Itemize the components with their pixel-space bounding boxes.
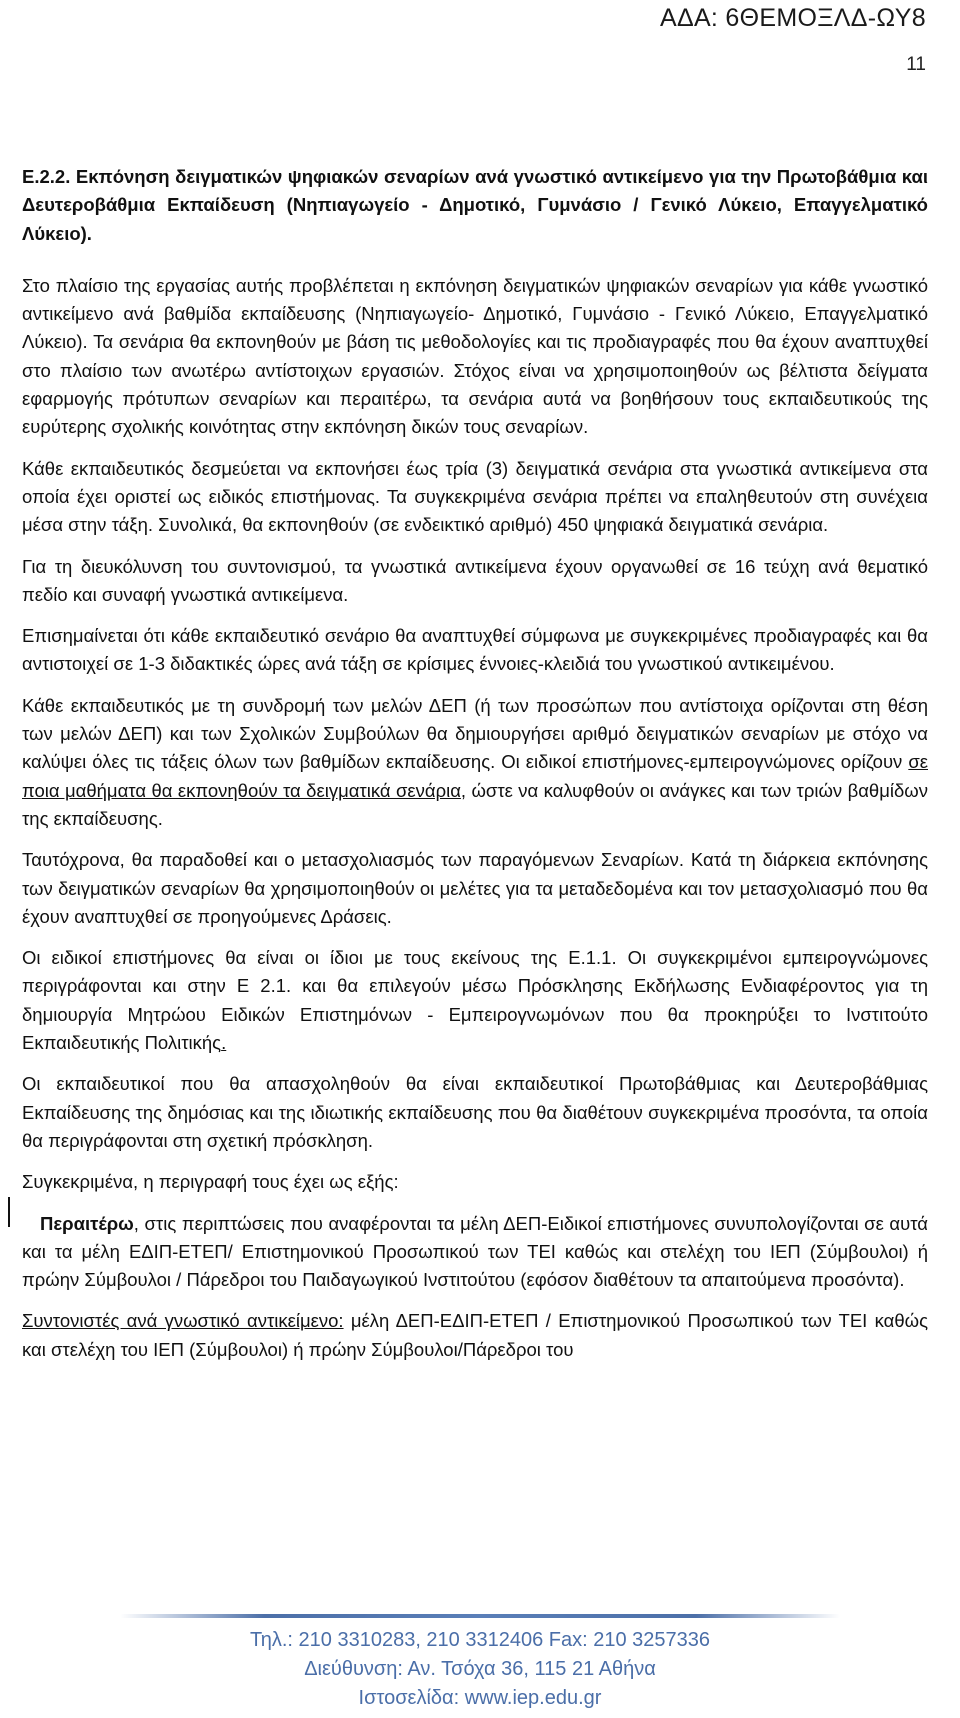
paragraph-8: Οι εκπαιδευτικοί που θα απασχοληθούν θα είναι εκπαιδευτικοί Πρωτοβάθμιας και Δευτεροβάθμιας Εκπαίδευσης της δημόσιας και της ιδιωτικής εκπαίδευσης που θα διαθέτουν συγκεκριμένα προσόντα, τα οποία θα περιγράφονται στη σχετική πρόσκληση.	[22, 1073, 928, 1151]
paragraph-5	[22, 692, 928, 833]
footer-website: Ιστοσελίδα: www.iep.edu.gr	[358, 1687, 602, 1709]
paragraph-11	[22, 1307, 928, 1364]
footer-divider	[120, 1614, 840, 1618]
footer-phone: Τηλ.: 210 3310283, 210 3312406 Fax: 210 3257336	[249, 1629, 711, 1651]
footer-address: Διεύθυνση: Αν. Τσόχα 36, 115 21 Αθήνα	[304, 1658, 656, 1680]
paragraph-10-text: , στις περιπτώσεις που αναφέρονται τα μέλη ΔΕΠ-Ειδικοί επιστήμονες συνυπολογίζονται σε αυτά και τα μέλη ΕΔΙΠ-ΕΤΕΠ/ Επιστημονικού Προσωπικού των ΤΕΙ καθώς και στελέχη του ΙΕΠ (Σύμβουλοι) ή πρώην Σύμβουλοι / Πάρεδροι του Παιδαγωγικού Ινστιτούτου (εφόσον διαθέτουν τα απαιτούμενα προσόντα).	[22, 1212, 928, 1291]
revision-bar	[8, 1197, 10, 1227]
footer	[0, 1626, 960, 1713]
paragraph-10	[22, 1210, 928, 1295]
document-body	[22, 163, 928, 1377]
paragraph-5-text-a: Κάθε εκπαιδευτικός με τη συνδρομή των μελών ΔΕΠ (ή των προσώπων που αντίστοιχα ορίζονται στη θέση των μελών ΔΕΠ) και των Σχολικών Συμβούλων θα δημιουργήσει αριθμό δειγματικών σεναρίων με στόχο να καλύψει όλες τις τάξεις όλων των βαθμίδων εκπαίδευσης. Οι ειδικοί επιστήμονες-εμπειρογνώμονες ορίζουν	[22, 694, 928, 773]
paragraph-6: Ταυτόχρονα, θα παραδοθεί και ο μετασχολιασμός των παραγόμενων Σεναρίων. Κατά τη διάρκεια εκπόνησης των δειγματικών σεναρίων θα χρησιμοποιηθούν οι μελέτες για τα μεταδεδομένα και τον μετασχολιασμό που θα έχουν αναπτυχθεί σε προηγούμενες Δράσεις.	[22, 849, 928, 927]
paragraph-5-text-b: , ώστε να καλυφθούν οι ανάγκες και των τριών βαθμίδων της εκπαίδευσης.	[22, 779, 928, 829]
paragraph-7-text: Οι ειδικοί επιστήμονες θα είναι οι ίδιοι με τους εκείνους της Ε.1.1. Οι συγκεκριμένοι εμπειρογνώμονες περιγράφονται και στην Ε 2.1. και θα επιλεγούν μέσω Πρόσκλησης Εκδήλωσης Ενδιαφέροντος για τη δημιουργία Μητρώου Ειδικών Επιστημόνων - Εμπειρογνωμόνων που θα προκηρύξει το Ινστιτούτο Εκπαιδευτικής Πολιτικής	[22, 947, 928, 1054]
paragraph-5-underlined: σε ποια μαθήματα θα εκπονηθούν τα δειγματικά σενάρια	[22, 751, 928, 801]
paragraph-2: Κάθε εκπαιδευτικός δεσμεύεται να εκπονήσει έως τρία (3) δειγματικά σενάρια στα γνωστικά αντικείμενα στα οποία έχει οριστεί ως ειδικός επιστήμονας. Τα συγκεκριμένα σενάρια πρέπει να επαληθευτούν στη συνέχεια μέσα στην τάξη. Συνολικά, θα εκπονηθούν (σε ενδεικτικό αριθμό) 450 ψηφιακά δειγματικά σενάρια.	[22, 457, 928, 536]
paragraph-3: Για τη διευκόλυνση του συντονισμού, τα γνωστικά αντικείμενα έχουν οργανωθεί σε 16 τεύχη ανά θεματικό πεδίο και συναφή γνωστικά αντικείμενα.	[22, 555, 928, 605]
ada-code: ΑΔΑ: 6ΘΕΜΟΞΛΔ-ΩΥ8	[659, 4, 926, 32]
paragraph-7-underlined-period: .	[221, 1032, 227, 1054]
paragraph-11-underlined: Συντονιστές ανά γνωστικό αντικείμενο:	[22, 1310, 344, 1332]
paragraph-4: Επισημαίνεται ότι κάθε εκπαιδευτικό σενάριο θα αναπτυχθεί σύμφωνα με συγκεκριμένες προδιαγραφές και θα αντιστοιχεί σε 1-3 διδακτικές ώρες ανά τάξη σε κρίσιμες έννοιες-κλειδιά του γνωστικού αντικειμένου.	[22, 625, 928, 675]
page-number: 11	[906, 54, 926, 75]
paragraph-9: Συγκεκριμένα, η περιγραφή τους έχει ως εξής:	[22, 1171, 399, 1193]
paragraph-7	[22, 944, 928, 1057]
paragraph-10-bold: Περαιτέρω	[40, 1212, 134, 1234]
paragraph-11-text: μέλη ΔΕΠ-ΕΔΙΠ-ΕΤΕΠ / Επιστημονικού Προσωπικού των ΤΕΙ καθώς και στελέχη του ΙΕΠ (Σύμβουλοι) ή πρώην Σύμβουλοι/Πάρεδροι του	[22, 1310, 928, 1360]
section-heading: Ε.2.2. Εκπόνηση δειγματικών ψηφιακών σεναρίων ανά γνωστικό αντικείμενο για την Πρωτοβάθμια και Δευτεροβάθμια Εκπαίδευση (Νηπιαγωγείο - Δημοτικό, Γυμνάσιο / Γενικό Λύκειο, Επαγγελματικό Λύκειο).	[22, 166, 928, 244]
paragraph-1: Στο πλαίσιο της εργασίας αυτής προβλέπεται η εκπόνηση δειγματικών ψηφιακών σεναρίων για κάθε γνωστικό αντικείμενο ανά βαθμίδα εκπαίδευσης (Νηπιαγωγείο- Δημοτικό, Γυμνάσιο - Γενικό Λύκειο, Επαγγελματικό Λύκειο). Τα σενάρια θα εκπονηθούν με βάση τις μεθοδολογίες και τις προδιαγραφές που θα έχουν αναπτυχθεί στο πλαίσιο των ανωτέρω αντίστοιχων εργασιών. Στόχος είναι να χρησιμοποιηθούν ως βέλτιστα δείγματα εφαρμογής πρότυπων σεναρίων και περαιτέρω, τα σενάρια αυτά να βοηθήσουν τους εκπαιδευτικούς της ευρύτερης σχολικής κοινότητας στην εκπόνηση δικών τους σεναρίων.	[22, 274, 928, 438]
